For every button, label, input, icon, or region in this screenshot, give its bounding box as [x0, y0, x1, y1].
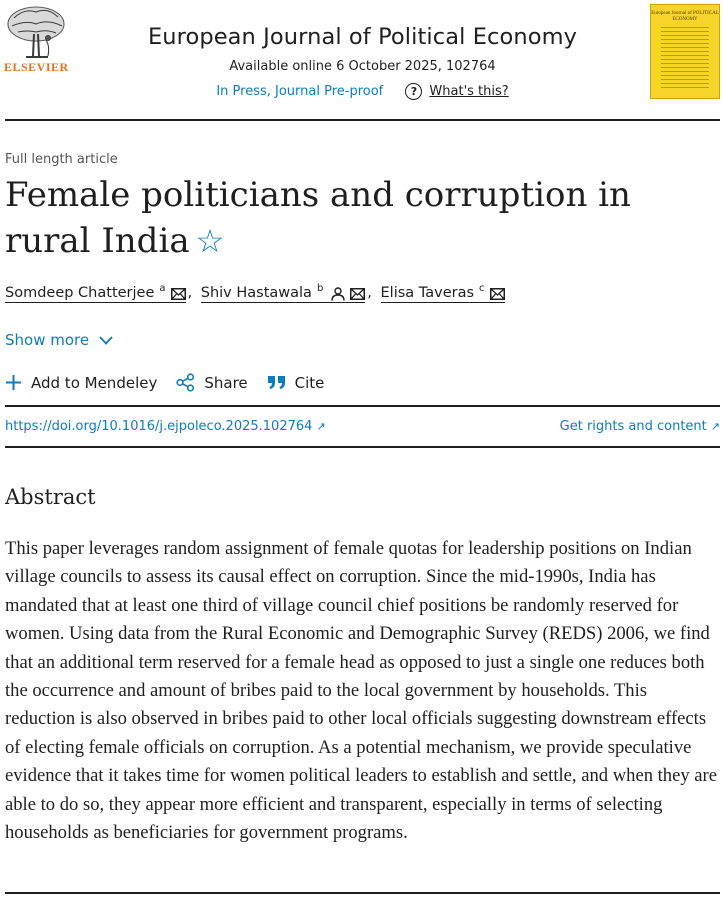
article-title-text: Female politicians and corruption in rural India [5, 175, 631, 261]
abstract-bottom-divider [5, 892, 720, 894]
cover-text-lines [661, 27, 709, 90]
quote-icon [267, 375, 286, 390]
arrow-up-right-icon: ↗ [710, 420, 720, 433]
in-press-link[interactable]: In Press, Journal Pre-proof [216, 84, 384, 99]
abstract-body: This paper leverages random assignment of female quotas for leadership positions on Indian village councils to assess its causal effect on corruption. Since the mid-1990s, India has mandated that at least one third of village council chief positions be randomly reserved for women. Using data from the Rural Economic and Demographic Survey (REDS) 2006, we find that an additional term reserved for a female head as opposed to just a single one reduces both the occurrence and amount of bribes paid to the local government by households. This reduction is also observed in bribes paid to other local officials suggesting downstream effects of electing female officials on corruption. As a potential mechanism, we provide speculative evidence that it takes time for women political leaders to establish and settle, and when they are able to do so, they appear more efficient and transparent, especially in terms of selecting households as beneficiaries for government programs. [5, 538, 718, 844]
author-separator: , [367, 285, 372, 301]
author-name: Elisa Taveras [380, 285, 475, 301]
article-actions [5, 373, 343, 392]
article-title [5, 172, 705, 264]
header-divider [5, 119, 720, 121]
share-icon [176, 373, 195, 392]
doi-top-divider [5, 405, 720, 407]
author-link[interactable] [201, 285, 366, 303]
article-type: Full length article [5, 152, 118, 167]
mail-icon [171, 288, 186, 300]
whats-this-control[interactable] [405, 83, 508, 100]
whats-this-link[interactable]: What's this? [429, 84, 509, 99]
abstract-heading: Abstract [5, 485, 96, 509]
available-online-line: Available online 6 October 2025, 102764 [229, 59, 496, 74]
author-affiliation: b [316, 283, 324, 294]
author-list [5, 285, 505, 303]
question-icon: ? [405, 83, 422, 100]
author-affiliation: a [159, 283, 166, 294]
share-button[interactable] [176, 373, 247, 392]
cite-button[interactable] [267, 374, 325, 392]
author-link[interactable] [5, 285, 186, 303]
doi-text: https://doi.org/10.1016/j.ejpoleco.2025.102764 [5, 419, 313, 434]
doi-link[interactable] [5, 419, 326, 434]
page-header [0, 0, 725, 120]
show-more-label: Show more [5, 331, 90, 349]
rights-text: Get rights and content [559, 419, 707, 434]
author-name: Somdeep Chatterjee [5, 285, 155, 301]
doi-bottom-divider [5, 446, 720, 448]
plus-icon [5, 374, 22, 391]
author-affiliation: c [479, 283, 485, 294]
cover-title: European Journal of POLITICAL ECONOMY [651, 11, 719, 22]
journal-cover-thumbnail[interactable] [650, 4, 720, 99]
add-to-mendeley-button[interactable] [5, 374, 157, 392]
chevron-down-icon [99, 336, 113, 345]
show-more-button[interactable] [5, 331, 113, 349]
person-icon [331, 287, 345, 301]
share-label: Share [204, 373, 248, 392]
author-name: Shiv Hastawala [200, 285, 312, 301]
rights-link[interactable] [560, 419, 720, 434]
add-to-mendeley-label: Add to Mendeley [31, 373, 158, 392]
arrow-up-right-icon: ↗ [316, 420, 326, 433]
press-status-line [0, 83, 725, 100]
author-link[interactable] [381, 285, 505, 303]
author-separator: , [187, 285, 193, 301]
publisher-name: ELSEVIER [4, 60, 69, 74]
cite-label: Cite [294, 373, 325, 392]
mail-icon [350, 288, 365, 300]
journal-title[interactable]: European Journal of Political Economy [147, 24, 578, 50]
mail-icon [490, 288, 505, 300]
star-icon[interactable]: ☆ [195, 222, 225, 260]
